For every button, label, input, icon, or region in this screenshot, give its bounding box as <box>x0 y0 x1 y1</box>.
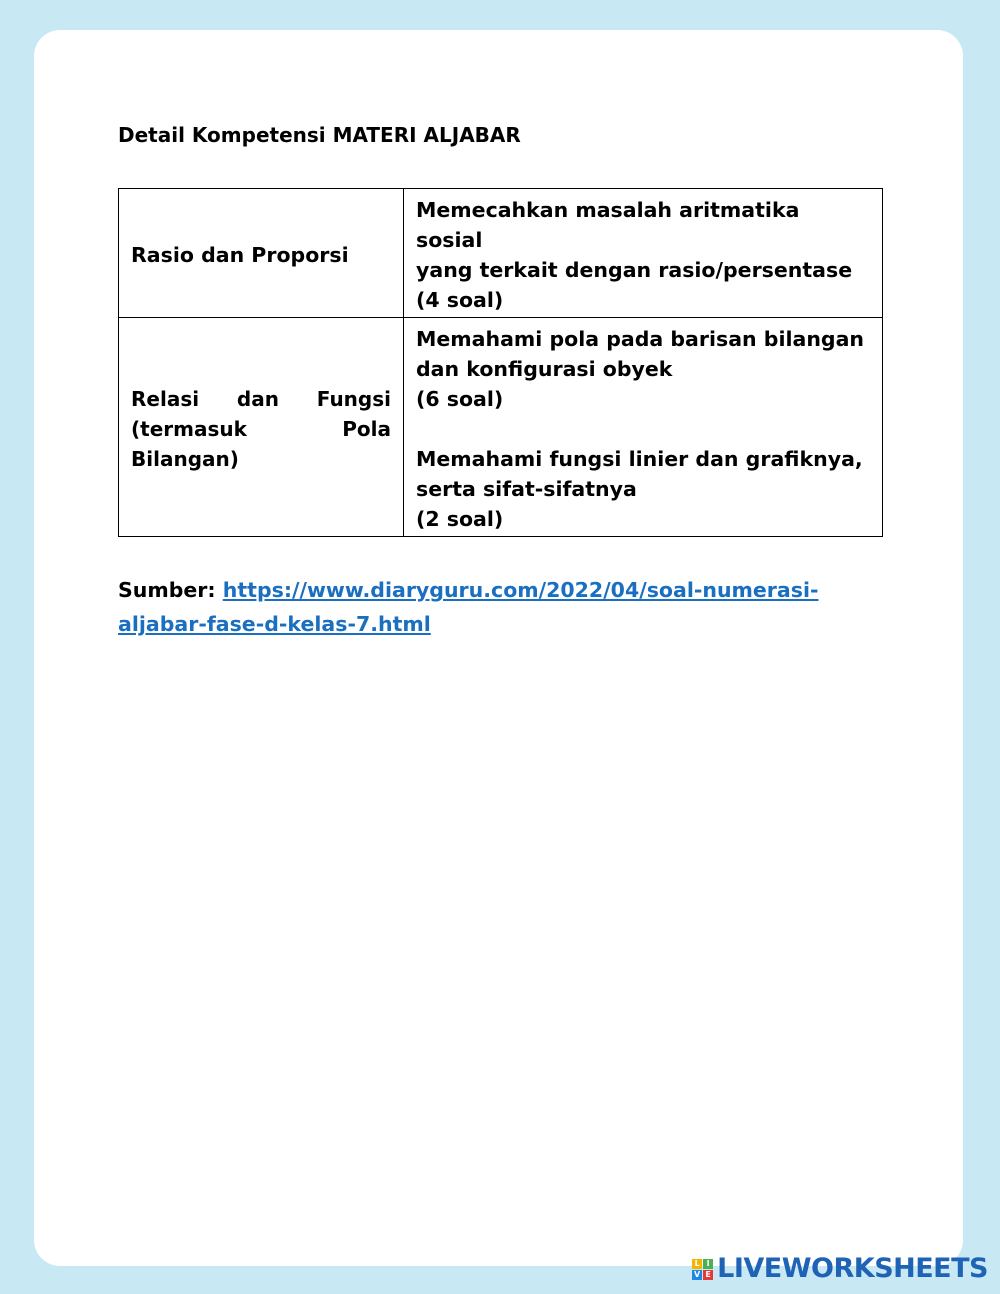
description-line: serta sifat-sifatnya <box>416 477 637 501</box>
worksheet-page <box>34 30 963 1266</box>
document-title: Detail Kompetensi MATERI ALJABAR <box>118 123 521 147</box>
spacer <box>416 414 870 444</box>
source-link[interactable] <box>118 578 818 636</box>
description-line: Memahami pola pada barisan bilangan <box>416 327 865 351</box>
logo-tile: I <box>703 1259 713 1269</box>
description-cell <box>404 318 883 537</box>
competency-table <box>118 188 883 537</box>
table-row <box>119 189 883 318</box>
document-content <box>118 122 883 641</box>
liveworksheets-logo[interactable] <box>692 1254 988 1284</box>
source-link-line: aljabar-fase-d-kelas-7.html <box>118 612 431 636</box>
logo-icon <box>692 1259 713 1280</box>
description-line: yang terkait dengan rasio/persentase <box>416 258 853 282</box>
logo-tile: V <box>694 1269 701 1279</box>
topic-cell <box>119 318 404 537</box>
question-count: (2 soal) <box>416 507 504 531</box>
source-label: Sumber: <box>118 578 216 602</box>
logo-tile: L <box>692 1259 702 1269</box>
source-link-line: https://www.diaryguru.com/2022/04/soal-numerasi- <box>222 578 819 602</box>
description-line: Memahami fungsi linier dan grafiknya, <box>416 447 863 471</box>
table-row <box>119 318 883 537</box>
brand-name: LIVEWORKSHEETS <box>717 1253 988 1284</box>
topic-label: Rasio dan Proporsi <box>131 243 349 267</box>
question-count: (4 soal) <box>416 288 504 312</box>
logo-tile: E <box>703 1270 713 1280</box>
description-cell <box>404 189 883 318</box>
description-line: Memecahkan masalah aritmatika sosial <box>416 198 800 252</box>
source-citation <box>118 573 883 641</box>
question-count: (6 soal) <box>416 387 504 411</box>
topic-label: Relasi dan Fungsi (termasuk Pola Bilangan) <box>131 387 391 471</box>
topic-cell <box>119 189 404 318</box>
description-line: dan konfigurasi obyek <box>416 357 673 381</box>
